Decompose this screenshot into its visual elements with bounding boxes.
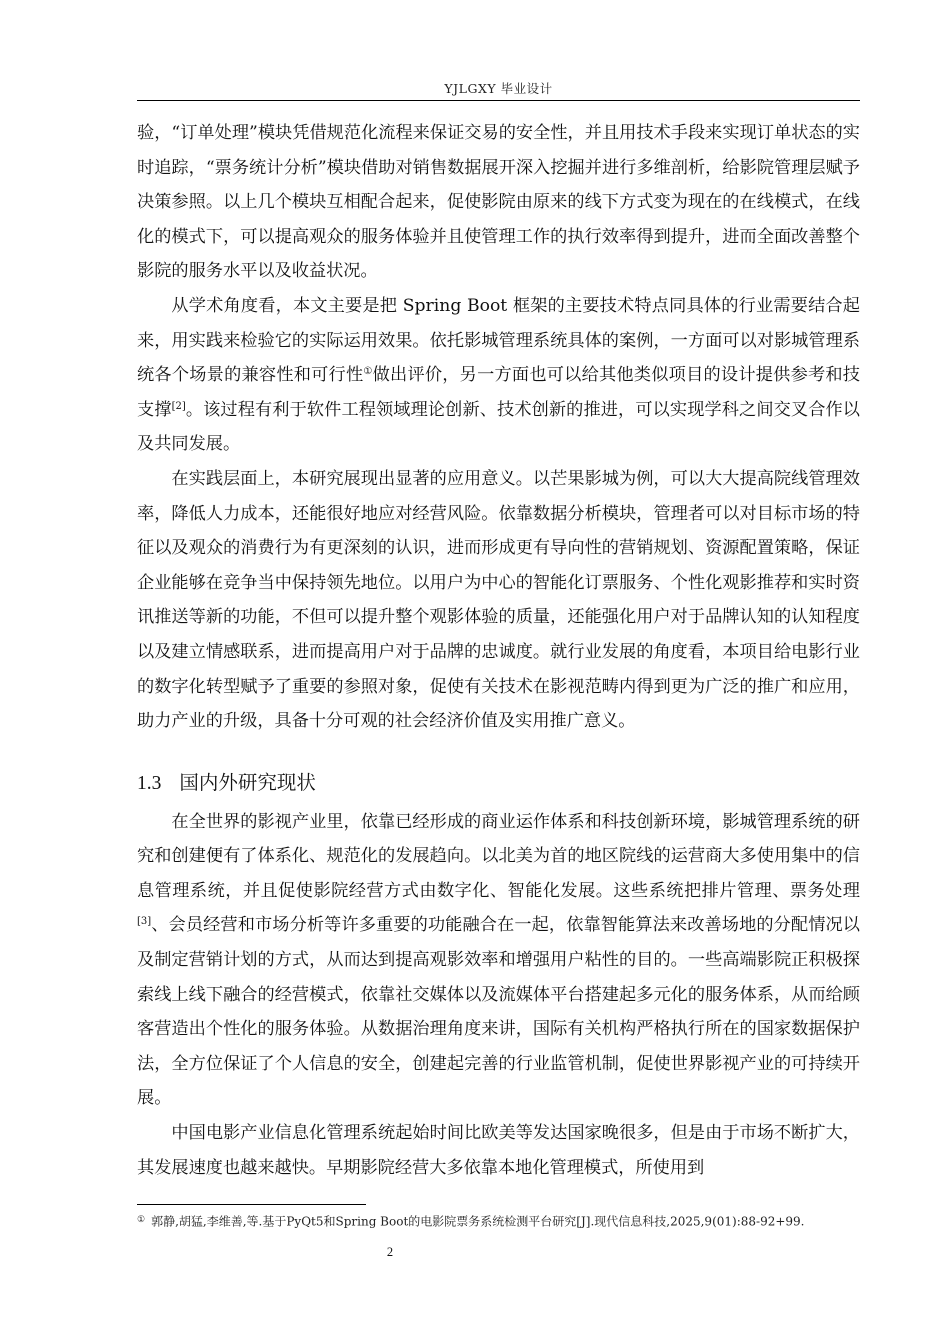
header-rule xyxy=(137,100,860,101)
body-text xyxy=(137,116,860,1185)
section-number: 1.3 xyxy=(137,772,162,794)
page-number: 2 xyxy=(386,1245,394,1259)
paragraph-text: 。该过程有利于软件工程领域理论创新、技术创新的推进，可以实现学科之间交叉合作以及共同发展。 xyxy=(137,399,860,455)
paragraph-domestic-status xyxy=(137,1116,860,1185)
paragraph-text: 在实践层面上，本研究展现出显著的应用意义。以芒果影城为例，可以大大提高院线管理效率，降低人力成本，还能很好地应对经营风险。依靠数据分析模块，管理者可以对目标市场的特征以及观众的消费行为有更深刻的认识，进而形成更有导向性的营销规划、资源配置策略，保证企业能够在竞争当中保持领先地位。以用户为中心的智能化订票服务、个性化观影推荐和实时资讯推送等新的功能，不但可以提升整个观影体验的质量，还能强化用户对于品牌认知的认知程度以及建立情感联系，进而提高用户对于品牌的忠诚度。就行业发展的角度看，本项目给电影行业的数字化转型赋予了重要的参照对象，促使有关技术在影视范畴内得到更为广泛的推广和应用，助力产业的升级，具备十分可观的社会经济价值及实用推广意义。 xyxy=(137,468,860,732)
footnote-text: 郭静,胡猛,李维善,等.基于PyQt5和Spring Boot的电影院票务系统检测平台研究[J].现代信息科技,2025,9(01):88-92+99. xyxy=(151,1214,805,1229)
paragraph-international-status xyxy=(137,805,860,1116)
paragraph-text: 在全世界的影视产业里，依靠已经形成的商业运作体系和科技创新环境，影城管理系统的研究和创建便有了体系化、规范化的发展趋向。以北美为首的地区院线的运营商大多使用集中的信息管理系统，并且促使影院经营方式由数字化、智能化发展。这些系统把排片管理、票务处理 xyxy=(137,811,860,901)
citation-mark: ① xyxy=(363,366,373,378)
section-heading xyxy=(137,768,860,799)
citation-mark: [3] xyxy=(137,916,152,928)
paragraph-intro-continued xyxy=(137,116,860,289)
footnote xyxy=(137,1211,837,1231)
paragraph-practical-significance xyxy=(137,462,860,739)
paragraph-text: 、会员经营和市场分析等许多重要的功能融合在一起，依靠智能算法来改善场地的分配情况以及制定营销计划的方式，从而达到提高观影效率和增强用户粘性的目的。一些高端影院正积极探索线上线下融合的经营模式，依靠社交媒体以及流媒体平台搭建起多元化的服务体系，从而给顾客营造出个性化的服务体验。从数据治理角度来讲，国际有关机构严格执行所在的国家数据保护法，全方位保证了个人信息的安全，创建起完善的行业监管机制，促使世界影视产业的可持续开展。 xyxy=(137,915,860,1109)
paragraph-text: 从学术角度看，本文主要是把 Spring Boot 框架的主要技术特点同具体的行业需要结合起来，用实践来检验它的实际运用效果。依托影城管理系统具体的案例，一方面可以对影城管理系统各个场景的兼容性和可行性 xyxy=(137,295,860,386)
paragraph-text: 中国电影产业信息化管理系统起始时间比欧美等发达国家晚很多，但是由于市场不断扩大，其发展速度也越来越快。早期影院经营大多依靠本地化管理模式，所使用到 xyxy=(137,1123,860,1178)
running-header: YJLGXY 毕业设计 xyxy=(444,81,553,96)
section-title: 国内外研究现状 xyxy=(179,770,316,794)
footnote-mark: ① xyxy=(137,1215,146,1225)
footnote-rule xyxy=(137,1204,366,1205)
paragraph-text: 验，“订单处理”模块凭借规范化流程来保证交易的安全性，并且用技术手段来实现订单状态的实时追踪，“票务统计分析”模块借助对销售数据展开深入挖掘并进行多维剖析，给影院管理层赋予决策参照。以上几个模块互相配合起来，促使影院由原来的线下方式变为现在的在线模式，在线化的模式下，可以提高观众的服务体验并且使管理工作的执行效率得到提升，进而全面改善整个影院的服务水平以及收益状况。 xyxy=(137,123,860,282)
citation-mark: [2] xyxy=(171,400,186,412)
paragraph-academic-significance xyxy=(137,289,860,462)
paragraph-text: 做出评价，另一方面也可以给其他类似项目的设计提供参考和技支撑 xyxy=(137,365,860,420)
